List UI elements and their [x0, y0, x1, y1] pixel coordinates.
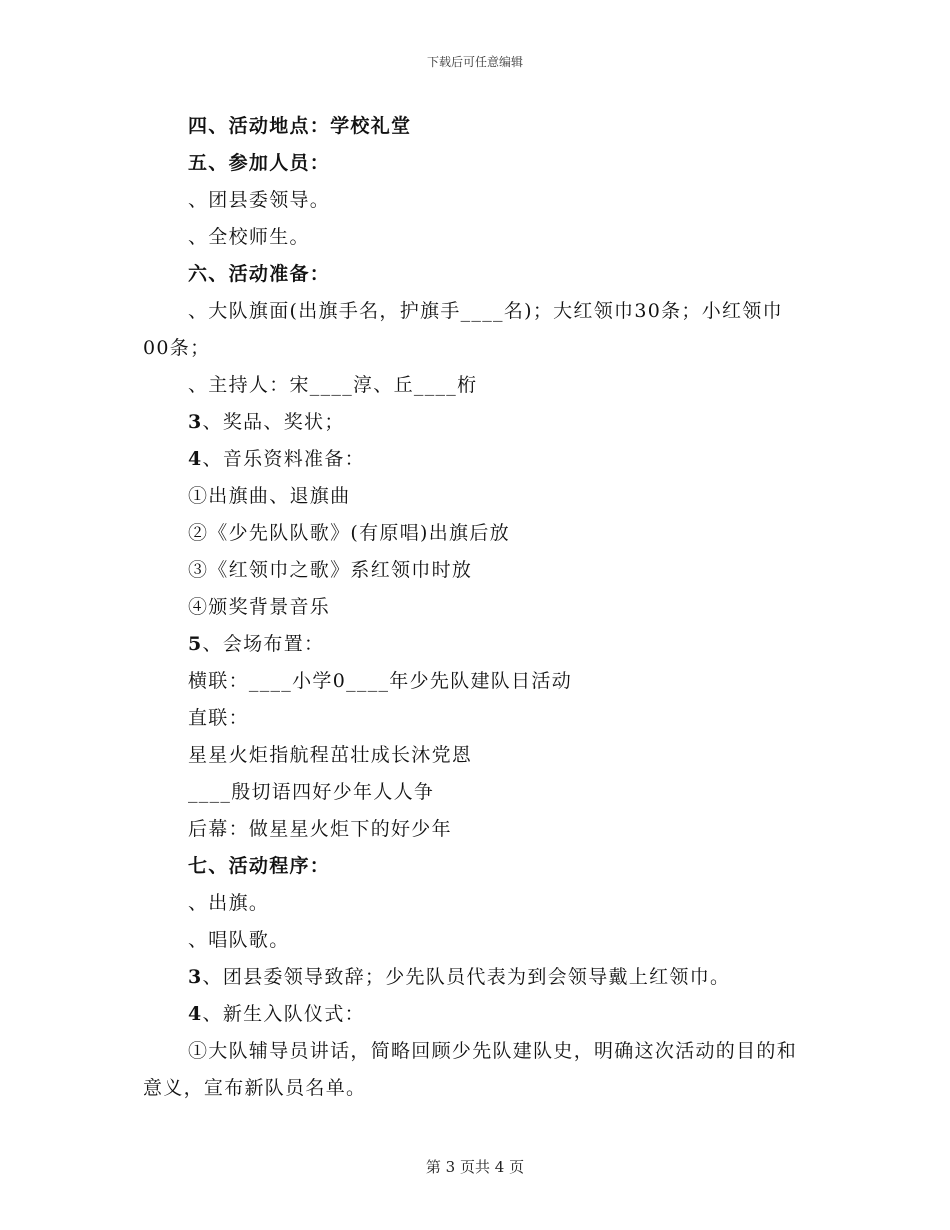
music-item: ①出旗曲、退旗曲: [188, 485, 351, 507]
music-item: ②《少先队队歌》(有原唱)出旗后放: [188, 522, 510, 544]
item-number: 3: [188, 411, 203, 433]
item-text: 、会场布置：: [202, 633, 325, 655]
preparation-item-hosts: 、主持人：宋____淳、丘____桁: [188, 374, 478, 396]
item-number: 3: [188, 966, 203, 988]
item-text: 、新生入队仪式：: [202, 1003, 365, 1025]
program-item: [143, 996, 808, 1033]
venue-banner: 横联：____小学0____年少先队建队日活动: [188, 670, 572, 692]
music-item: ③《红领巾之歌》系红领巾时放: [188, 559, 473, 581]
item-text: 、团县委领导致辞；少先队员代表为到会领导戴上红领巾。: [202, 966, 731, 988]
section-heading-program: 七、活动程序：: [188, 855, 331, 877]
page-footer: 第 3 页共 4 页: [425, 1158, 525, 1176]
program-item: 、唱队歌。: [188, 929, 290, 951]
section-heading-preparation: 六、活动准备：: [188, 263, 331, 285]
item-text: 、音乐资料准备：: [202, 448, 365, 470]
preparation-item-music: [143, 441, 808, 478]
section-heading-participants: 五、参加人员：: [188, 152, 331, 174]
participant-item: 、全校师生。: [188, 226, 310, 248]
music-item: ④颁奖背景音乐: [188, 596, 331, 618]
venue-couplet-line: ____殷切语四好少年人人争: [188, 781, 435, 803]
item-number: 4: [188, 448, 203, 470]
program-item: [143, 959, 808, 996]
document-body: [143, 108, 808, 1107]
item-text: 、奖品、奖状；: [202, 411, 345, 433]
venue-couplet-line: 星星火炬指航程茁壮成长沐党恩: [188, 744, 473, 766]
page-header: 下载后可任意编辑: [426, 55, 523, 69]
preparation-item-prizes: [143, 404, 808, 441]
preparation-item-venue: [143, 626, 808, 663]
section-heading-location: 四、活动地点：学校礼堂: [188, 115, 412, 137]
item-number: 5: [188, 633, 203, 655]
venue-couplet-label: 直联：: [188, 707, 249, 729]
preparation-item-flags: 、大队旗面(出旗手名，护旗手____名)；大红领巾30条；小红领巾00条；: [143, 300, 783, 359]
item-number: 4: [188, 1003, 203, 1025]
program-item: 、出旗。: [188, 892, 270, 914]
venue-backdrop: 后幕：做星星火炬下的好少年: [188, 818, 452, 840]
program-subitem: ①大队辅导员讲话，简略回顾少先队建队史，明确这次活动的目的和意义，宣布新队员名单。: [143, 1040, 798, 1099]
participant-item: 、团县委领导。: [188, 189, 331, 211]
